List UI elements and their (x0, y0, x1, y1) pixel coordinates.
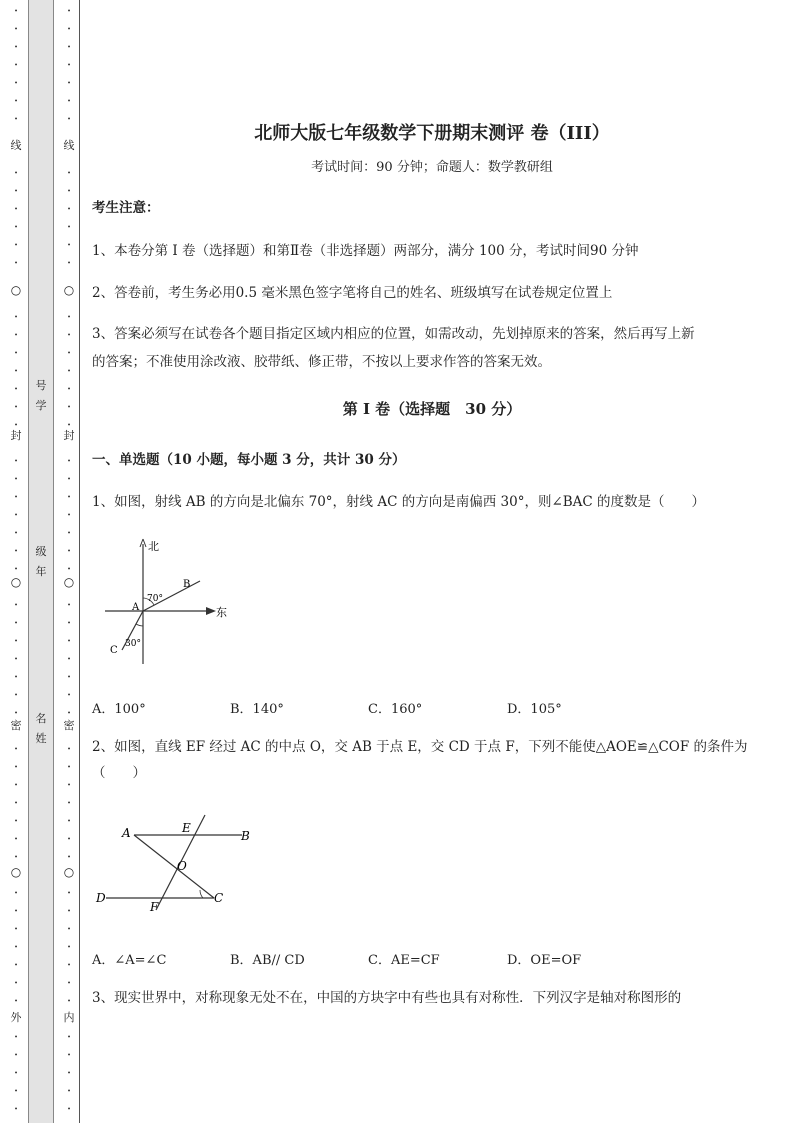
question-3-stem: 3、现实世界中，对称现象无处不在，中国的方块字中有些也具有对称性．下列汉字是轴对称图形的 (92, 990, 682, 1006)
seal-dot: • (67, 332, 71, 339)
name-label: 名 姓 (35, 712, 47, 745)
angle-30-label: 30° (125, 639, 141, 649)
seal-dot: • (14, 818, 18, 825)
seal-dot: • (67, 170, 71, 177)
exam-info: 考试时间：90 分钟；命题人：数学教研组 (311, 160, 553, 175)
seal-mark: 线 (63, 139, 75, 152)
seal-dot: • (14, 746, 18, 753)
q2-option-c: C．AE=CF (368, 953, 440, 968)
seal-mark: 封 (63, 429, 75, 442)
segment-ac (134, 835, 214, 898)
seal-dot: • (14, 1070, 18, 1077)
seal-dot: • (14, 674, 18, 681)
seal-dot: • (14, 512, 18, 519)
seal-dot: • (14, 188, 18, 195)
seal-dot: • (67, 620, 71, 627)
seal-mark: ○ (10, 283, 22, 297)
question-2-figure (92, 810, 262, 920)
seal-dot: • (14, 8, 18, 15)
seal-mark: ○ (10, 865, 22, 879)
seal-dot: • (67, 260, 71, 267)
seal-dot: • (14, 1052, 18, 1059)
seal-dot: • (14, 260, 18, 267)
seal-dot: • (67, 800, 71, 807)
seal-dot: • (67, 782, 71, 789)
seal-dot: • (14, 350, 18, 357)
point-e-label: E (182, 821, 191, 835)
seal-dot: • (67, 980, 71, 987)
seal-dot: • (14, 314, 18, 321)
seal-dot: • (14, 620, 18, 627)
notice-item-2: 2、答卷前，考生务必用0.5 毫米黑色签字笔将自己的姓名、班级填写在试卷规定位置上 (92, 285, 613, 301)
part-heading: 一、单选题（10 小题，每小题 3 分，共计 30 分） (92, 452, 406, 468)
question-2-stem-cont: （ ） (92, 765, 146, 781)
inner-dotted-seal-line (62, 0, 76, 1123)
angle-c-arc (200, 890, 203, 898)
seal-dot: • (14, 692, 18, 699)
seal-dot: • (67, 908, 71, 915)
seal-dot: • (14, 782, 18, 789)
seal-dot: • (67, 350, 71, 357)
student-number-label: 号 学 (35, 379, 47, 412)
seal-dot: • (14, 530, 18, 537)
seal-mark: 密 (63, 719, 75, 732)
seal-dot: • (14, 368, 18, 375)
seal-dot: • (67, 26, 71, 33)
seal-dot: • (67, 80, 71, 87)
seal-dot: • (67, 422, 71, 429)
seal-dot: • (67, 1034, 71, 1041)
point-c-label: C (110, 645, 118, 656)
seal-mark: ○ (10, 575, 22, 589)
seal-dot: • (67, 314, 71, 321)
q1-option-c: C．160° (368, 702, 423, 717)
seal-dot: • (14, 944, 18, 951)
grade-label: 级 年 (35, 545, 47, 578)
page-title: 北师大版七年级数学下册期末测评 卷（III） (254, 123, 610, 144)
east-label: 东 (216, 606, 227, 619)
notice-heading: 考生注意： (92, 200, 160, 216)
point-c-label: C (214, 891, 224, 905)
seal-dot: • (14, 998, 18, 1005)
seal-dot: • (14, 224, 18, 231)
seal-dot: • (67, 1106, 71, 1113)
q1-option-b: B．140° (230, 702, 284, 717)
seal-dot: • (14, 476, 18, 483)
seal-dot: • (14, 332, 18, 339)
seal-dot: • (67, 206, 71, 213)
notice-item-3-cont: 的答案；不准使用涂改液、胶带纸、修正带，不按以上要求作答的答案无效。 (92, 354, 551, 370)
seal-dot: • (67, 566, 71, 573)
seal-dot: • (67, 764, 71, 771)
seal-dot: • (67, 188, 71, 195)
seal-dot: • (67, 242, 71, 249)
q2-option-b: B．AB// CD (230, 953, 305, 968)
seal-dot: • (14, 854, 18, 861)
seal-mark: 线 (10, 139, 22, 152)
seal-dot: • (14, 494, 18, 501)
seal-dot: • (14, 26, 18, 33)
seal-dot: • (67, 962, 71, 969)
seal-dot: • (14, 908, 18, 915)
seal-dot: • (14, 1088, 18, 1095)
seal-dot: • (67, 1052, 71, 1059)
seal-dot: • (67, 116, 71, 123)
seal-dot: • (67, 404, 71, 411)
seal-dot: • (14, 890, 18, 897)
seal-dot: • (67, 1070, 71, 1077)
seal-dot: • (67, 62, 71, 69)
margin-divider-line (79, 0, 80, 1123)
seal-dot: • (14, 458, 18, 465)
seal-dot: • (67, 530, 71, 537)
seal-dot: • (14, 98, 18, 105)
seal-dot: • (67, 224, 71, 231)
seal-dot: • (14, 836, 18, 843)
angle-70-label: 70° (147, 594, 163, 604)
point-o-label: O (177, 859, 187, 873)
seal-dot: • (14, 242, 18, 249)
notice-item-3: 3、答案必须写在试卷各个题目指定区域内相应的位置，如需改动，先划掉原来的答案，然后再写上新 (92, 326, 695, 342)
seal-mark: 内 (63, 1011, 75, 1024)
seal-dot: • (67, 98, 71, 105)
seal-dot: • (14, 764, 18, 771)
seal-dot: • (14, 566, 18, 573)
seal-dot: • (14, 422, 18, 429)
seal-dot: • (67, 692, 71, 699)
seal-dot: • (14, 62, 18, 69)
point-d-label: D (96, 891, 106, 905)
seal-dot: • (67, 458, 71, 465)
point-f-label: F (150, 900, 159, 914)
seal-dot: • (14, 962, 18, 969)
seal-dot: • (67, 476, 71, 483)
seal-dot: • (14, 44, 18, 51)
seal-dot: • (14, 1034, 18, 1041)
seal-dot: • (14, 170, 18, 177)
question-1-stem: 1、如图，射线 AB 的方向是北偏东 70°，射线 AC 的方向是南偏西 30°，则∠BAC 的度数是（ ） (92, 494, 706, 510)
q1-option-a: A．100° (92, 702, 146, 717)
notice-item-1: 1、本卷分第 I 卷（选择题）和第Ⅱ卷（非选择题）两部分，满分 100 分，考试时间90 分钟 (92, 243, 639, 259)
q2-option-a: A．∠A=∠C (92, 953, 167, 968)
seal-dot: • (67, 674, 71, 681)
seal-dot: • (14, 656, 18, 663)
point-b-label: B (241, 829, 250, 843)
seal-dot: • (14, 386, 18, 393)
seal-mark: 外 (10, 1011, 22, 1024)
seal-dot: • (14, 80, 18, 87)
seal-mark: ○ (63, 283, 75, 297)
seal-dot: • (67, 998, 71, 1005)
seal-dot: • (67, 1088, 71, 1095)
angle-arc-30 (136, 624, 143, 626)
point-a-label: A (132, 602, 140, 613)
seal-dot: • (67, 926, 71, 933)
question-2-stem: 2、如图，直线 EF 经过 AC 的中点 O，交 AB 于点 E，交 CD 于点 F，下列不能使△AOE≌△COF 的条件为 (92, 739, 748, 755)
question-1-figure (100, 536, 230, 666)
seal-mark: ○ (63, 865, 75, 879)
seal-dot: • (67, 386, 71, 393)
seal-dot: • (67, 44, 71, 51)
q1-option-d: D．105° (507, 702, 562, 717)
seal-dot: • (14, 602, 18, 609)
seal-dot: • (67, 512, 71, 519)
outer-dotted-seal-line (9, 0, 23, 1123)
seal-dot: • (67, 854, 71, 861)
point-b-label: B (183, 579, 191, 590)
seal-dot: • (14, 404, 18, 411)
seal-mark: 密 (10, 719, 22, 732)
seal-dot: • (67, 368, 71, 375)
seal-dot: • (67, 8, 71, 15)
seal-dot: • (14, 800, 18, 807)
seal-dot: • (14, 638, 18, 645)
seal-dot: • (67, 836, 71, 843)
seal-dot: • (67, 638, 71, 645)
seal-dot: • (67, 656, 71, 663)
seal-dot: • (14, 548, 18, 555)
seal-dot: • (67, 548, 71, 555)
seal-dot: • (67, 710, 71, 717)
seal-mark: ○ (63, 575, 75, 589)
seal-dot: • (14, 710, 18, 717)
seal-dot: • (14, 116, 18, 123)
seal-dot: • (14, 926, 18, 933)
seal-dot: • (67, 890, 71, 897)
section-title: 第 I 卷（选择题 30 分） (342, 400, 522, 418)
seal-mark: 封 (10, 429, 22, 442)
seal-dot: • (67, 494, 71, 501)
q2-option-d: D．OE=OF (507, 953, 582, 968)
seal-dot: • (67, 746, 71, 753)
seal-dot: • (67, 944, 71, 951)
north-label: 北 (148, 540, 159, 553)
east-arrow (206, 607, 216, 615)
seal-dot: • (14, 206, 18, 213)
seal-dot: • (67, 602, 71, 609)
seal-dot: • (67, 818, 71, 825)
point-a-label: A (122, 826, 131, 840)
seal-dot: • (14, 1106, 18, 1113)
binding-margin (0, 0, 86, 1123)
seal-dot: • (14, 980, 18, 987)
